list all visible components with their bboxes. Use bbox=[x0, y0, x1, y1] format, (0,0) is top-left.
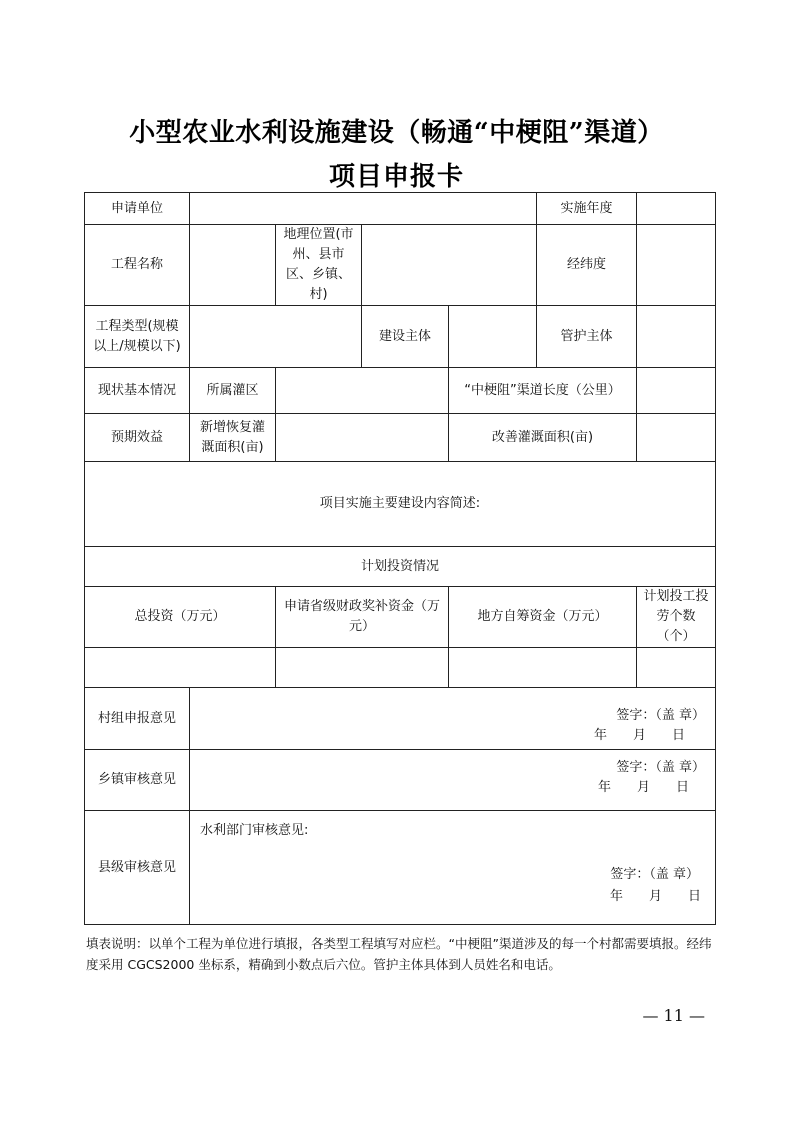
project-name-field[interactable] bbox=[190, 225, 276, 306]
page-number: — 11 — bbox=[642, 1006, 705, 1025]
location-field[interactable] bbox=[362, 225, 537, 306]
impl-year-label: 实施年度 bbox=[537, 193, 637, 225]
channel-length-field[interactable] bbox=[637, 368, 716, 414]
project-name-label: 工程名称 bbox=[85, 225, 190, 306]
total-investment-field[interactable] bbox=[85, 648, 276, 688]
project-type-label: 工程类型(规模以上/规模以下) bbox=[85, 306, 190, 368]
channel-length-label-cell: “中梗阻”渠道长度（公里） bbox=[449, 368, 637, 414]
labor-label: 计划投工投劳个数（个） bbox=[637, 587, 716, 648]
form-title: 小型农业水利设施建设（畅通“中梗阻”渠道） bbox=[129, 118, 664, 148]
township-signature: 签字：（盖 章） bbox=[616, 760, 705, 775]
new-irrigation-label: 新增恢复灌溉面积(亩) bbox=[190, 414, 276, 462]
local-fund-field[interactable] bbox=[449, 648, 637, 688]
current-status-label: 现状基本情况 bbox=[85, 368, 190, 414]
county-opinion-label: 县级审核意见 bbox=[85, 811, 190, 925]
labor-field[interactable] bbox=[637, 648, 716, 688]
lat-long-label: 经纬度 bbox=[537, 225, 637, 306]
investment-title: 计划投资情况 bbox=[85, 547, 716, 587]
management-body-label: 管护主体 bbox=[537, 306, 637, 368]
provincial-fund-label: 申请省级财政奖补资金（万元） bbox=[276, 587, 449, 648]
improved-irrigation-label: 改善灌溉面积(亩) bbox=[449, 414, 637, 462]
lat-long-field[interactable] bbox=[637, 225, 716, 306]
village-signature: 签字：（盖 章） bbox=[616, 708, 705, 723]
village-date: 年 月 日 bbox=[593, 728, 685, 743]
township-opinion-label: 乡镇审核意见 bbox=[85, 750, 190, 811]
expected-benefit-label: 预期效益 bbox=[85, 414, 190, 462]
impl-year-field[interactable] bbox=[637, 193, 716, 225]
form-subtitle: 项目申报卡 bbox=[328, 162, 464, 192]
village-opinion-field[interactable] bbox=[190, 688, 716, 750]
main-content-field[interactable] bbox=[85, 462, 716, 547]
new-irrigation-field[interactable] bbox=[276, 414, 449, 462]
total-investment-label: 总投资（万元） bbox=[85, 587, 276, 648]
fill-instructions: 填表说明：以单个工程为单位进行填报，各类型工程填写对应栏。“中梗阻”渠道涉及的每一个村都需要填报。经纬度采用 CGCS2000 坐标系，精确到小数点后六位。管护主体具体到人员姓名和电话。 bbox=[86, 936, 712, 972]
local-fund-label: 地方自筹资金（万元） bbox=[449, 587, 637, 648]
management-body-field[interactable] bbox=[637, 306, 716, 368]
township-opinion-field[interactable] bbox=[190, 750, 716, 811]
county-signature: 签字：（盖 章） bbox=[610, 867, 699, 882]
water-dept-opinion-label: 水利部门审核意见: bbox=[200, 823, 309, 838]
county-date: 年 月 日 bbox=[609, 889, 701, 904]
apply-unit-label: 申请单位 bbox=[85, 193, 190, 225]
construction-body-field[interactable] bbox=[449, 306, 537, 368]
project-type-field[interactable] bbox=[190, 306, 362, 368]
location-label: 地理位置(市州、县市区、乡镇、村) bbox=[276, 225, 362, 306]
irrigation-area-label: 所属灌区 bbox=[190, 368, 276, 414]
township-date: 年 月 日 bbox=[597, 780, 689, 795]
improved-irrigation-field[interactable] bbox=[637, 414, 716, 462]
application-form-table bbox=[84, 192, 716, 925]
apply-unit-field[interactable] bbox=[190, 193, 537, 225]
main-content-label: 项目实施主要建设内容简述: bbox=[319, 496, 481, 511]
county-opinion-field[interactable] bbox=[190, 811, 716, 925]
construction-body-label: 建设主体 bbox=[362, 306, 449, 368]
provincial-fund-field[interactable] bbox=[276, 648, 449, 688]
irrigation-area-field[interactable] bbox=[276, 368, 449, 414]
village-opinion-label: 村组申报意见 bbox=[85, 688, 190, 750]
